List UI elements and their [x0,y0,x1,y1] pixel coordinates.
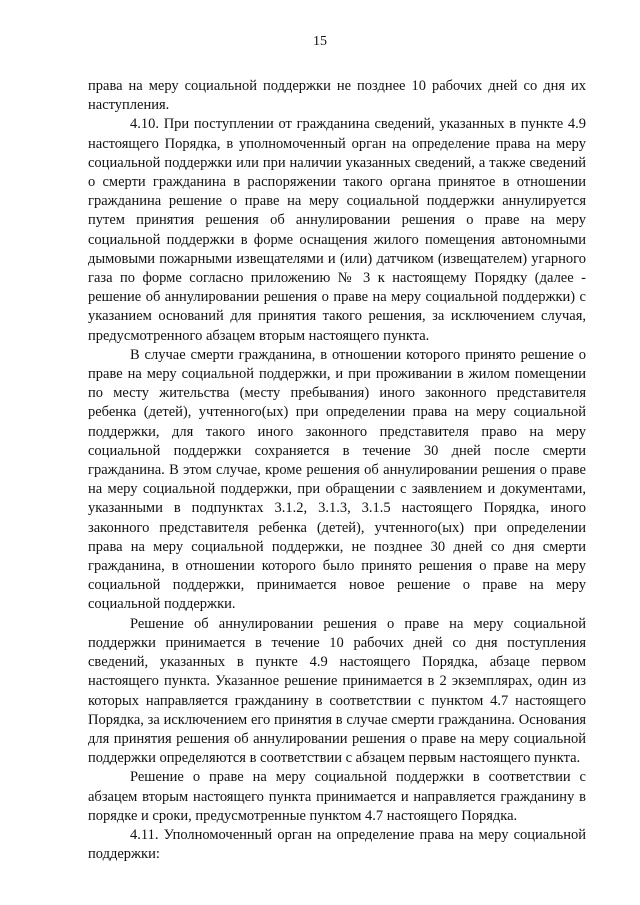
document-body [88,77,586,864]
paragraph-death-case: В случае смерти гражданина, в отношении которого принято решение о праве на меру социальной поддержки, и при проживании в жилом помещении по месту жительства (месту пребывания) иного законного представителя ребенка (детей), учтенного(ых) при определении права на меру социальной поддержки, для такого иного законного представителя право на меру социальной поддержки сохраняется в течение 30 дней после смерти гражданина. В этом случае, кроме решения об аннулировании решения о праве на меру социальной поддержки, при обращении с заявлением и документами, указанными в подпунктах 3.1.2, 3.1.3, 3.1.5 настоящего Порядка, иного законного представителя ребенка (детей), учтенного(ых) при определении права на меру социальной поддержки, не позднее 30 дней со дня смерти гражданина, в отношении которого было принято решения о праве на меру социальной поддержки, принимается новое решение о праве на меру социальной поддержки. [88,346,586,613]
paragraph-4-11: 4.11. Уполномоченный орган на определение права на меру социальной поддержки: [88,826,586,863]
paragraph-new-decision: Решение о праве на меру социальной поддержки в соответствии с абзацем вторым настоящего пункта принимается и направляется гражданину в порядке и сроки, предусмотренные пунктом 4.7 настоящего Порядка. [88,769,586,824]
paragraph-4-10: 4.10. При поступлении от гражданина сведений, указанных в пункте 4.9 настоящего Порядка, в уполномоченный орган на определение права на меру социальной поддержки или при наличии указанных сведений, а также сведений о смерти гражданина в распоряжении такого органа принятое в отношении гражданина решение о праве на меру социальной поддержки аннулируется путем принятия решения об аннулировании решения о праве на меру социальной поддержки в форме оснащения жилого помещения автономными дымовыми пожарными извещателями и (или) датчиком (извещателем) угарного газа по форме согласно приложению № 3 к настоящему Порядку (далее - решение об аннулировании решения о праве на меру социальной поддержки) с указанием оснований для принятия такого решения, за исключением случая, предусмотренного абзацем вторым настоящего пункта. [88,116,586,344]
page-number: 15 [313,34,327,49]
paragraph-annulment-decision: Решение об аннулировании решения о праве на меру социальной поддержки принимается в течение 10 рабочих дней со дня поступления сведений, указанных в пункте 4.9 настоящего Порядка, абзаце первом настоящего пункта. Указанное решение принимается в 2 экземплярах, один из которых направляется гражданину в соответствии с пунктом 4.7 настоящего Порядка, за исключением его принятия в случае смерти гражданина. Основания для принятия решения об аннулировании решения о праве на меру социальной поддержки определяются в соответствии с абзацем первым настоящего пункта. [88,615,586,767]
paragraph-1-continuation: права на меру социальной поддержки не позднее 10 рабочих дней со дня их наступления. [88,78,586,114]
